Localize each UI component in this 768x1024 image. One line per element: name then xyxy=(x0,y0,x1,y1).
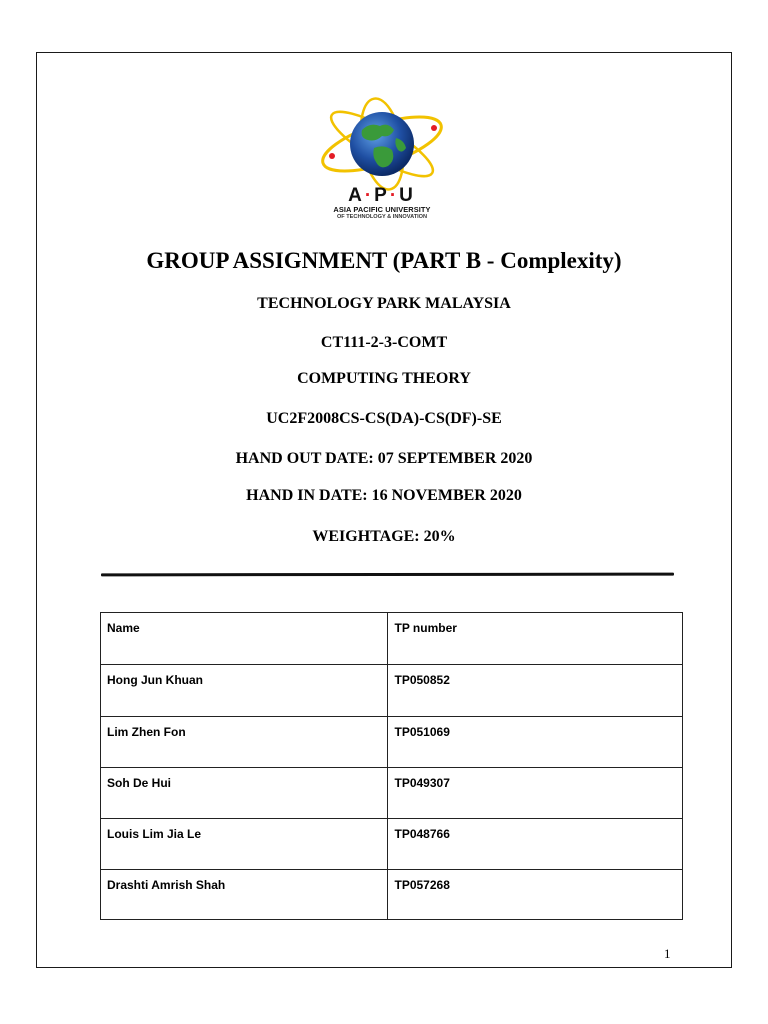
member-tp-number: TP049307 xyxy=(388,768,683,819)
member-tp-number: TP051069 xyxy=(388,717,683,768)
table-row xyxy=(101,665,683,717)
table-header-row xyxy=(101,613,683,665)
university-tagline: OF TECHNOLOGY & INNOVATION xyxy=(336,214,428,220)
module-name: COMPUTING THEORY xyxy=(297,370,471,387)
weightage: WEIGHTAGE: 20% xyxy=(312,528,456,545)
member-name: Soh De Hui xyxy=(101,768,388,819)
member-name: Louis Lim Jia Le xyxy=(101,819,388,870)
intake-code: UC2F2008CS-CS(DA)-CS(DF)-SE xyxy=(266,410,502,427)
header-name: Name xyxy=(101,613,388,665)
hand-out-date: HAND OUT DATE: 07 SEPTEMBER 2020 xyxy=(235,450,533,467)
members-table xyxy=(100,612,683,920)
member-name: Hong Jun Khuan xyxy=(101,665,388,717)
member-name: Lim Zhen Fon xyxy=(101,717,388,768)
campus-name: TECHNOLOGY PARK MALAYSIA xyxy=(257,295,511,312)
member-tp-number: TP048766 xyxy=(388,819,683,870)
apu-letters: A·P·U xyxy=(348,185,416,206)
table-row xyxy=(101,870,683,920)
assignment-title: GROUP ASSIGNMENT (PART B - Complexity) xyxy=(146,248,622,273)
member-name: Drashti Amrish Shah xyxy=(101,870,388,920)
hand-in-date: HAND IN DATE: 16 NOVEMBER 2020 xyxy=(246,487,522,504)
module-code: CT111-2-3-COMT xyxy=(320,334,448,351)
table-row xyxy=(101,819,683,870)
member-tp-number: TP057268 xyxy=(388,870,683,920)
table-row xyxy=(101,768,683,819)
page-number: 1 xyxy=(664,946,671,961)
header-tp-number: TP number xyxy=(388,613,683,665)
member-tp-number: TP050852 xyxy=(388,665,683,717)
apu-logo-text xyxy=(310,186,454,221)
table-row xyxy=(101,717,683,768)
university-name: ASIA PACIFIC UNIVERSITY xyxy=(333,205,431,214)
